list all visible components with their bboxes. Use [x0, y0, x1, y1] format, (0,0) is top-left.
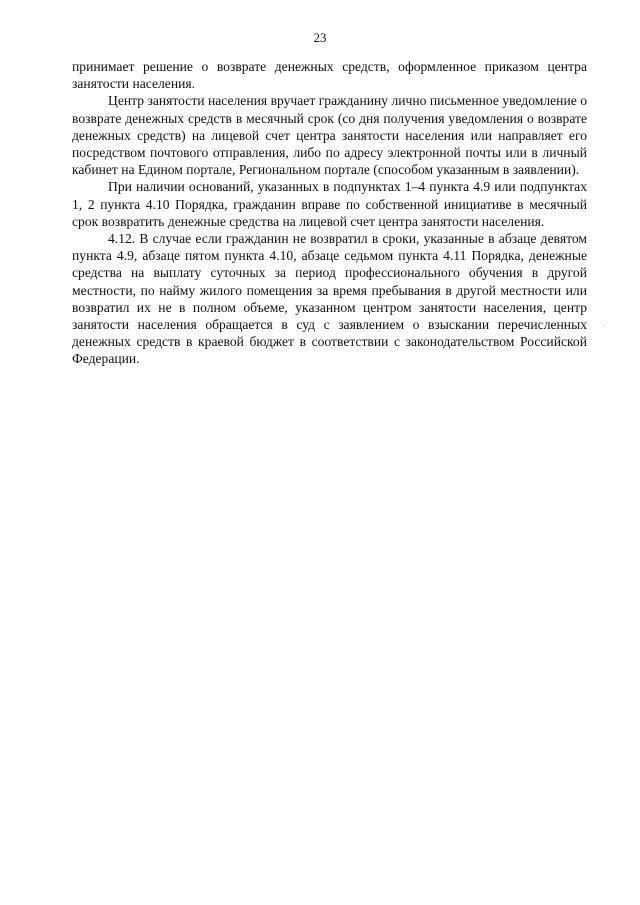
scan-speck	[604, 325, 605, 326]
paragraph-continuation: принимает решение о возврате денежных средств, оформленное приказом центра занятости населения.	[72, 59, 587, 92]
paragraph-notification: Центр занятости населения вручает гражданину лично письменное уведомление о возврате денежных средств в месячный срок (со дня получения уведомления о возврате денежных средств) на лицевой счет центра занятости населения или направляет его посредством почтового отправления, либо по адресу электронной почты или в личный кабинет на Едином портале, Региональном портале (способом указанным в заявлении).	[72, 93, 587, 178]
page-number: 23	[313, 30, 327, 45]
paragraph-4-12: 4.12. В случае если гражданин не возвратил в сроки, указанные в абзаце девятом пункта 4.9, абзаце пятом пункта 4.10, абзаце седьмом пункта 4.11 Порядка, денежные средства на выплату суточных за период профессионального обучения в другой местности, по найму жилого помещения за время пребывания в другой местности или возвратил их не в полном объеме, указанном центром занятости населения, центр занятости населения обращается в суд с заявлением о взыскании перечисленных денежных средств в краевой бюджет в соответствии с законодательством Российской Федерации.	[72, 231, 587, 367]
document-body	[72, 58, 587, 368]
paragraph-voluntary-return: При наличии оснований, указанных в подпунктах 1–4 пункта 4.9 или подпунктах 1, 2 пункта 4.10 Порядка, гражданин вправе по собственной инициативе в месячный срок возвратить денежные средства на лицевой счет центра занятости населения.	[72, 179, 587, 229]
